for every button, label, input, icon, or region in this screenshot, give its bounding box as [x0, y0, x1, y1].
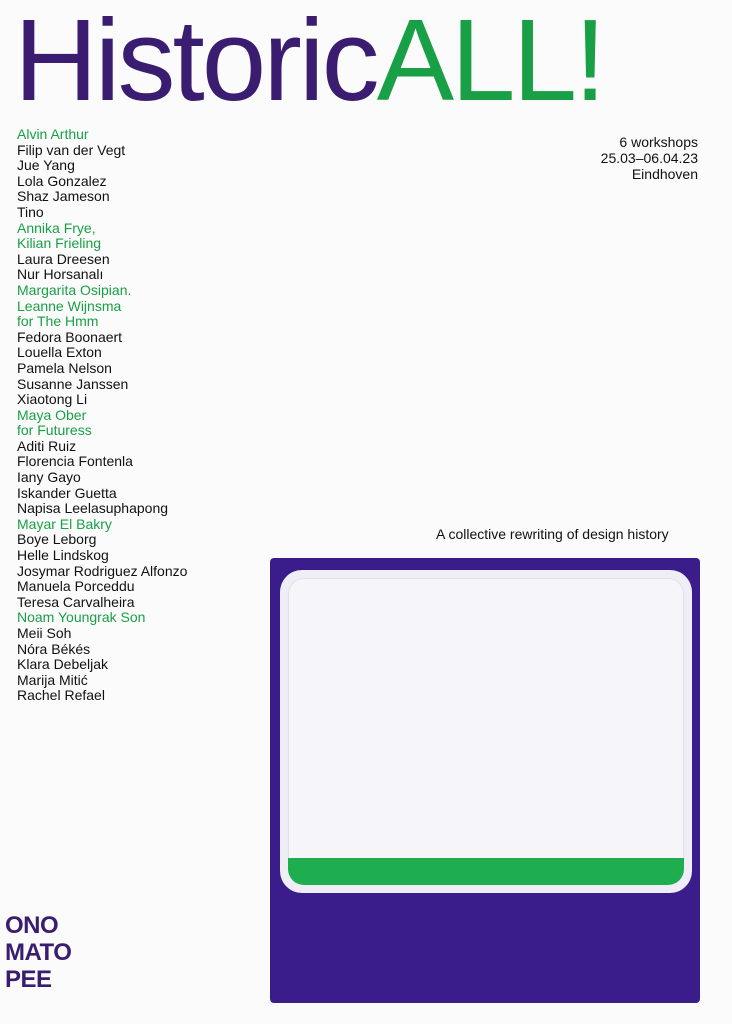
participant-name: Josymar Rodriguez Alfonzo: [17, 562, 188, 579]
participant-name: Lola Gonzalez: [17, 172, 107, 189]
participant-name: Nóra Békés: [17, 640, 91, 657]
participant-name: Florencia Fontenla: [17, 453, 133, 470]
workshops-count: 6 workshops: [619, 134, 698, 150]
participant-name: Kilian Frieling: [17, 235, 102, 252]
participant-name: for Futuress: [17, 422, 92, 439]
title-all: ALL!: [376, 0, 604, 125]
participant-name: Jue Yang: [17, 157, 75, 174]
participant-name: Louella Exton: [17, 344, 102, 361]
participant-name: Iany Gayo: [17, 469, 81, 486]
participant-name: Noam Youngrak Son: [17, 609, 146, 626]
participant-name: Pamela Nelson: [17, 359, 112, 376]
poster-title: [14, 0, 604, 125]
logo-line: PEE: [5, 966, 52, 993]
participant-name: Manuela Porceddu: [17, 578, 135, 595]
event-city: Eindhoven: [631, 166, 698, 182]
title-historic: Historic: [14, 0, 377, 125]
participant-name: Filip van der Vegt: [17, 141, 126, 158]
participant-name: Helle Lindskog: [17, 547, 109, 564]
participant-name: Laura Dreesen: [17, 250, 110, 267]
participant-name: Susanne Janssen: [17, 375, 129, 392]
reverse-text-ghost: [440, 210, 690, 510]
tagline: A collective rewriting of design history: [436, 526, 669, 542]
participant-name: Tino: [17, 203, 44, 220]
participant-name: Teresa Carvalheira: [17, 593, 135, 610]
participant-name: Alvin Arthur: [17, 126, 89, 142]
participant-list: [17, 127, 272, 704]
window-content-area: [288, 578, 684, 881]
participant-name: Rachel Refael: [17, 687, 105, 704]
participant-name: for The Hmm: [17, 313, 99, 330]
participant-name: Fedora Boonaert: [17, 328, 123, 345]
participant-name: Klara Debeljak: [17, 656, 109, 673]
event-info: [601, 134, 698, 182]
participant-name: Napisa Leelasuphapong: [17, 500, 169, 517]
participant-name: Iskander Guetta: [17, 484, 117, 501]
participant-name: Nur Horsanalı: [17, 266, 104, 283]
participant-name: Meii Soh: [17, 625, 72, 641]
participant-name: Mayar El Bakry: [17, 515, 112, 532]
participant-name: Xiaotong Li: [17, 391, 88, 408]
participant-name: Shaz Jameson: [17, 188, 110, 205]
participant-name: Marija Mitić: [17, 671, 88, 688]
participant-name: Annika Frye,: [17, 219, 96, 236]
participant-name: Margarita Osipian.: [17, 281, 132, 298]
participant-name: Boye Leborg: [17, 531, 97, 548]
participant-name: Maya Ober: [17, 406, 87, 423]
logo-line: ONO: [5, 912, 59, 939]
participant-name: Leanne Wijnsma: [17, 297, 122, 314]
logo-line: MATO: [5, 939, 72, 966]
progress-bar-graphic: [288, 858, 684, 885]
onomatopee-logo: [5, 912, 71, 993]
event-dates: 25.03–06.04.23: [600, 150, 698, 166]
participant-name: Aditi Ruiz: [17, 437, 77, 454]
